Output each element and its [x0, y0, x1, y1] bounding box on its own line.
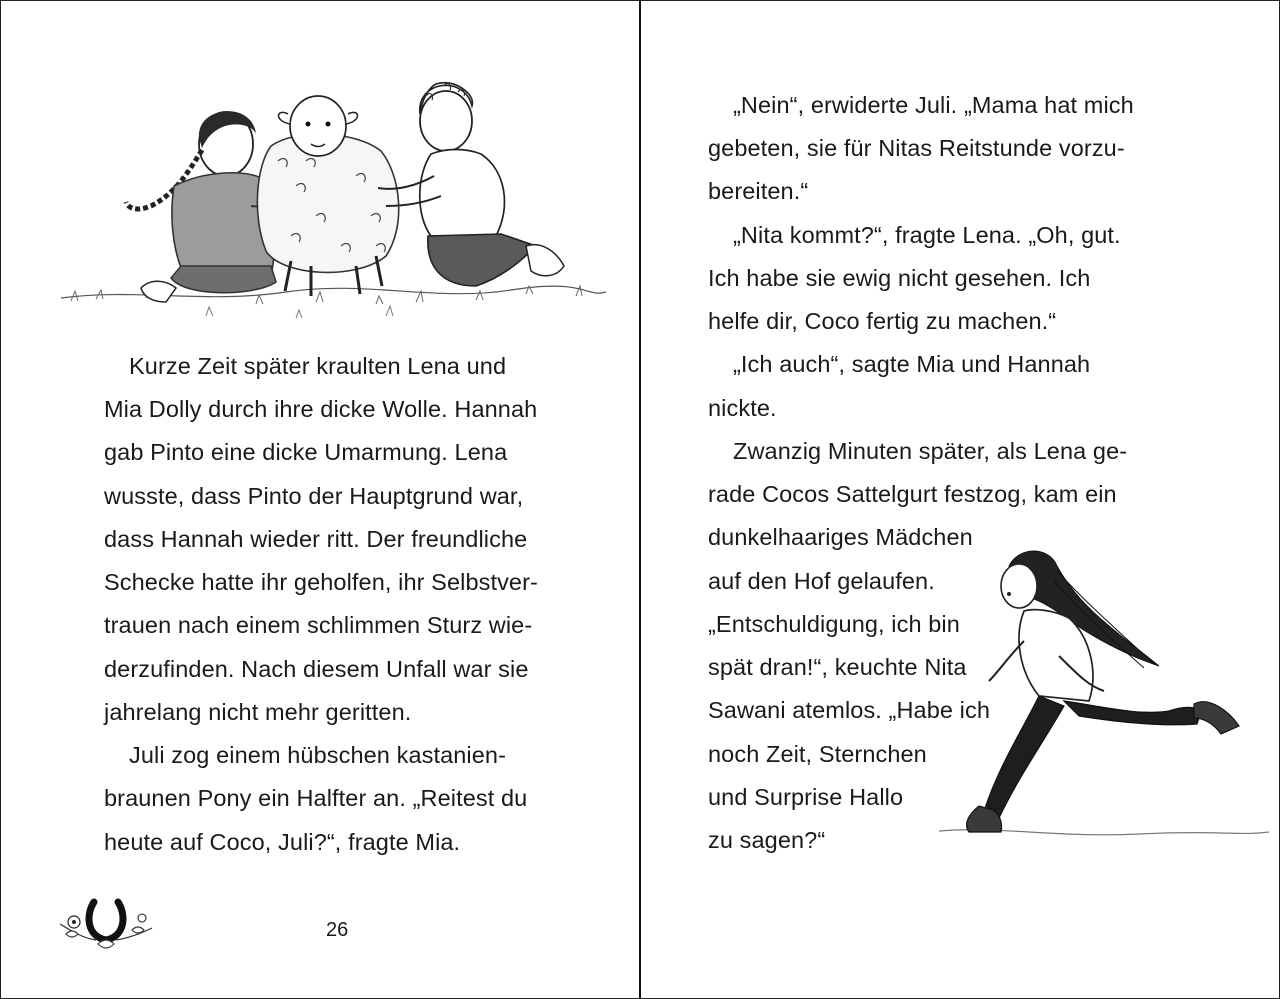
page-number: 26	[326, 919, 349, 941]
text-line: Mia Dolly durch ihre dicke Wolle. Hannah	[104, 396, 538, 422]
left-page	[1, 1, 639, 998]
text-line: dass Hannah wieder ritt. Der freundliche	[104, 526, 528, 552]
text-line: bereiten.“	[708, 178, 809, 204]
text-line: derzufinden. Nach diesem Unfall war sie	[104, 656, 529, 682]
text-line: spät dran!“, keuchte Nita	[708, 654, 967, 680]
text-line: und Surprise Hallo	[708, 784, 904, 810]
text-line: auf den Hof gelaufen.	[708, 568, 935, 594]
text-line: gab Pinto eine dicke Umarmung. Lena	[104, 439, 508, 465]
text-line: „Nita kommt?“, fragte Lena. „Oh, gut.	[733, 222, 1121, 248]
text-line: rade Cocos Sattelgurt festzog, kam ein	[708, 481, 1117, 507]
text-line: „Nein“, erwiderte Juli. „Mama hat mich	[733, 92, 1134, 118]
text-line: Zwanzig Minuten später, als Lena ge-	[733, 438, 1128, 464]
text-line: Schecke hatte ihr geholfen, ihr Selbstver-	[104, 569, 538, 595]
text-line: nickte.	[708, 395, 777, 421]
text-line: heute auf Coco, Juli?“, fragte Mia.	[104, 829, 461, 855]
text-line: helfe dir, Coco fertig zu machen.“	[708, 308, 1057, 334]
text-line: Kurze Zeit später kraulten Lena und	[129, 353, 507, 379]
text-line: Sawani atemlos. „Habe ich	[708, 697, 991, 723]
text-line: wusste, dass Pinto der Hauptgrund war,	[104, 483, 524, 509]
text-line: jahrelang nicht mehr geritten.	[104, 699, 412, 725]
text-line: dunkelhaariges Mädchen	[708, 524, 973, 550]
horseshoe-flower-icon	[56, 894, 156, 956]
text-line: noch Zeit, Sternchen	[708, 741, 927, 767]
text-line: Ich habe sie ewig nicht gesehen. Ich	[708, 265, 1091, 291]
text-line: gebeten, sie für Nitas Reitstunde vorzu-	[708, 135, 1125, 161]
text-line: „Entschuldigung, ich bin	[708, 611, 960, 637]
text-line: braunen Pony ein Halfter an. „Reitest du	[104, 785, 528, 811]
right-page	[641, 1, 1279, 998]
text-line: zu sagen?“	[708, 827, 826, 853]
two-children-petting-sheep-illustration	[56, 66, 616, 331]
text-line: Juli zog einem hübschen kastanien-	[129, 742, 507, 768]
text-line: „Ich auch“, sagte Mia und Hannah	[733, 351, 1091, 377]
text-line: trauen nach einem schlimmen Sturz wie-	[104, 612, 533, 638]
